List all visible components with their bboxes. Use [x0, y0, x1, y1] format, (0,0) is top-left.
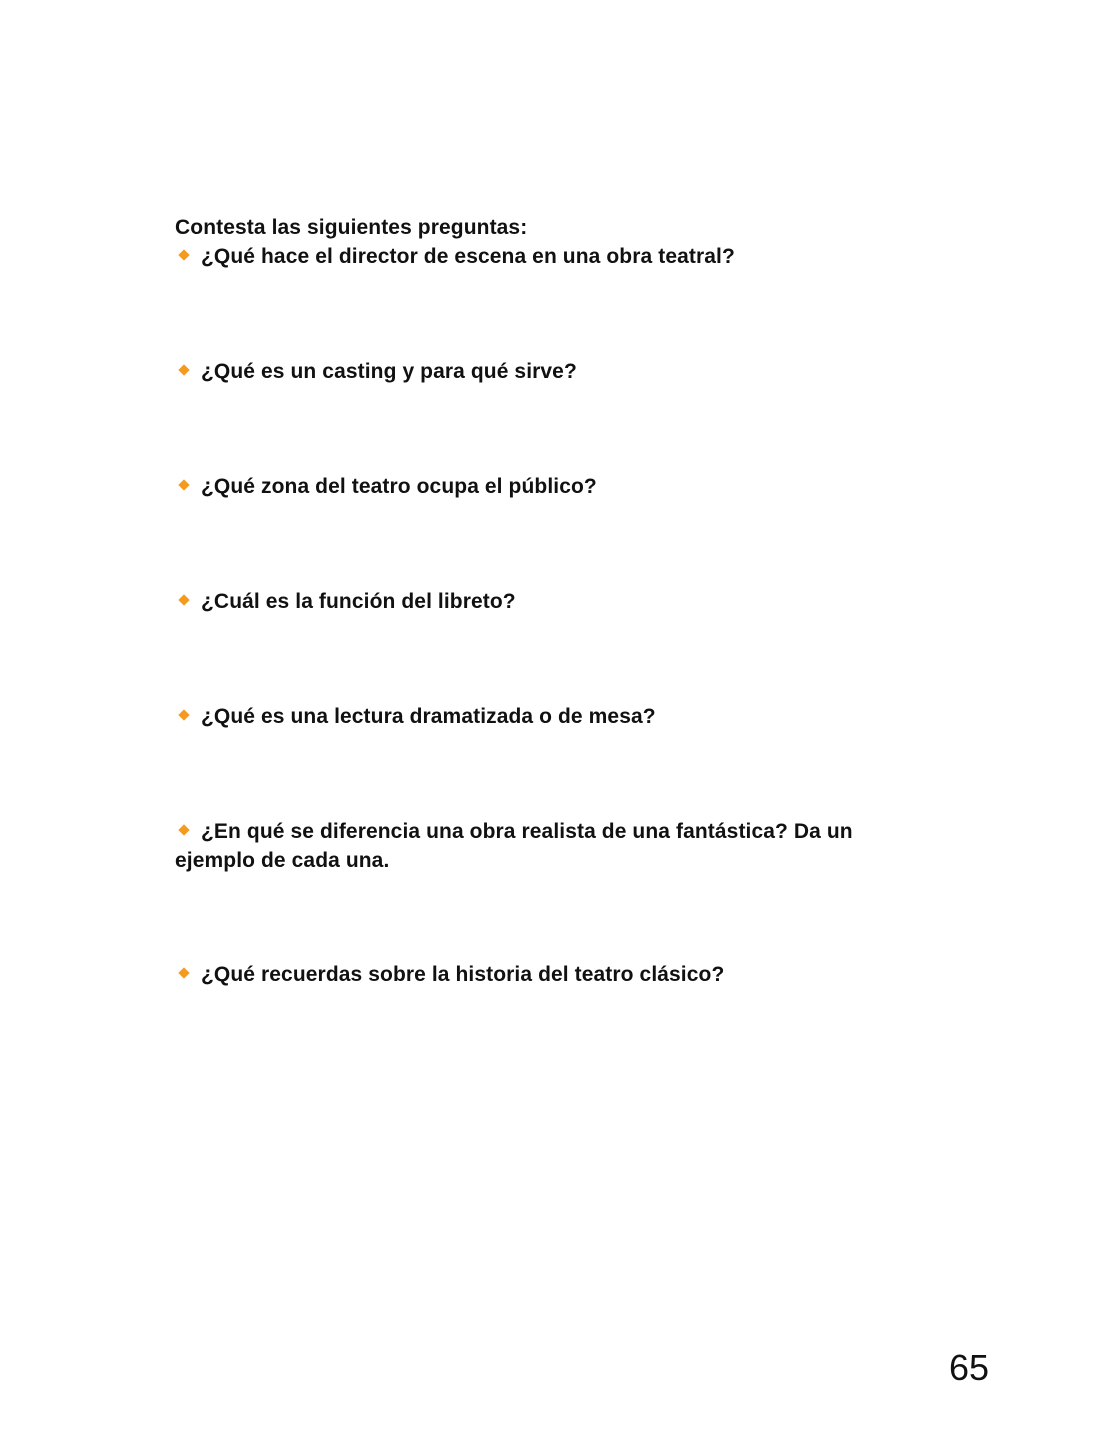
question-item — [175, 702, 875, 731]
orange-diamond-bullet-icon — [178, 967, 189, 978]
question-item — [175, 472, 875, 501]
question-item — [175, 960, 875, 989]
question-text: ¿Qué zona del teatro ocupa el público? — [201, 475, 597, 498]
orange-diamond-bullet-icon — [178, 364, 189, 375]
question-text: ¿Cuál es la función del libreto? — [201, 590, 516, 613]
question-item — [175, 357, 875, 386]
orange-diamond-bullet-icon — [178, 824, 189, 835]
orange-diamond-bullet-icon — [178, 479, 189, 490]
instruction-heading: Contesta las siguientes preguntas: — [175, 216, 528, 239]
orange-diamond-bullet-icon — [178, 594, 189, 605]
question-item — [175, 587, 875, 616]
question-text: ¿En qué se diferencia una obra realista de una fantástica? Da un ejemplo de cada una. — [175, 820, 853, 872]
question-text: ¿Qué hace el director de escena en una obra teatral? — [201, 245, 735, 268]
page-number: 65 — [948, 1347, 989, 1388]
question-text: ¿Qué es un casting y para qué sirve? — [201, 360, 577, 383]
question-item — [175, 817, 875, 875]
question-item — [175, 242, 875, 271]
orange-diamond-bullet-icon — [178, 249, 189, 260]
question-text: ¿Qué es una lectura dramatizada o de mesa? — [201, 705, 656, 728]
orange-diamond-bullet-icon — [178, 709, 189, 720]
question-text: ¿Qué recuerdas sobre la historia del teatro clásico? — [201, 963, 725, 986]
